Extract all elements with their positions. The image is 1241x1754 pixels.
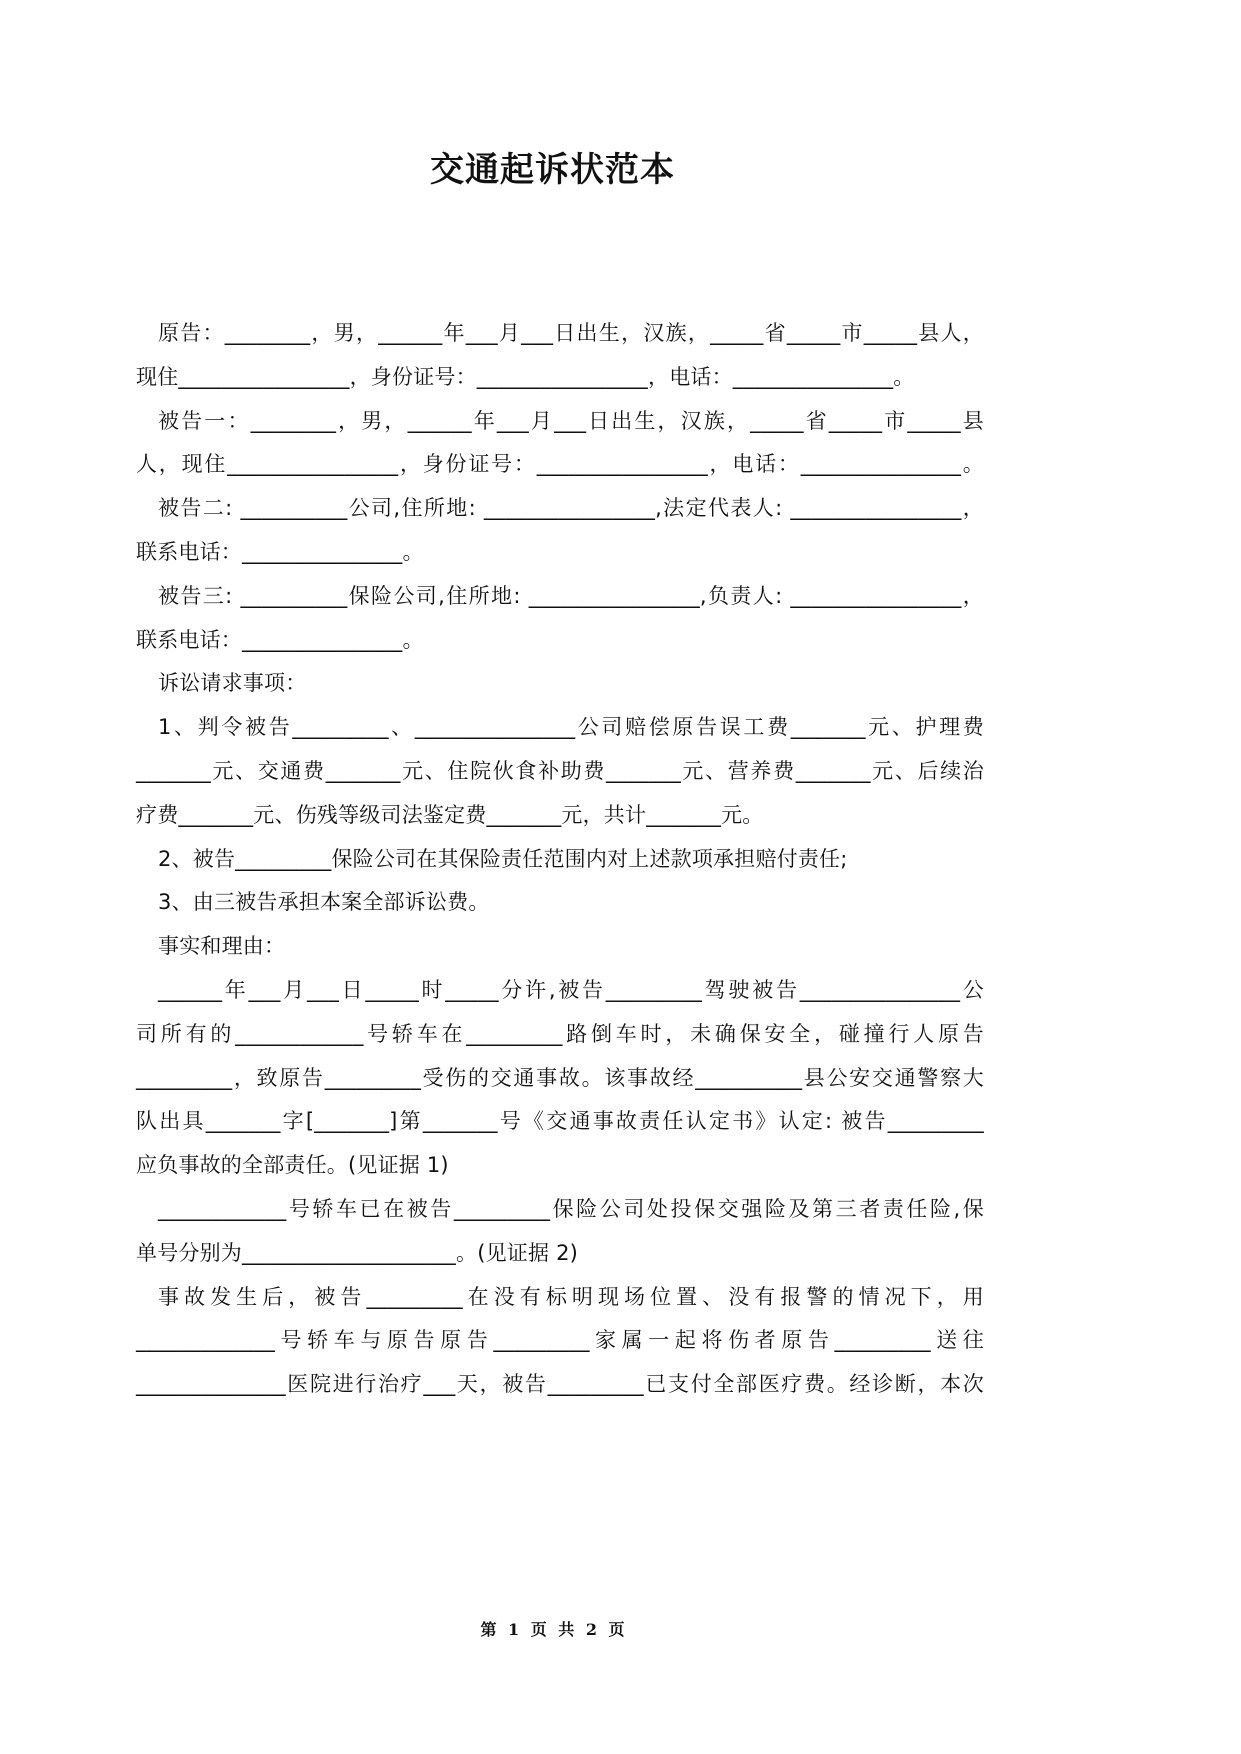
claim-3: 3、由三被告承担本案全部诉讼费。 (158, 890, 490, 915)
facts-line-2: 司所有的____________号轿车在_________路倒车时，未确保安全，碰撞行人原告 (136, 1021, 984, 1046)
plaintiff-line-1: 原告：________，男，______年___月___日出生，汉族，_____省_____市_____县人， (158, 321, 984, 345)
defendant-3-line-1: 被告三: __________保险公司,住所地: ________________,负责人: ________________， (158, 583, 984, 608)
insurance-line-1: ____________号轿车已在被告_________保险公司处投保交强险及第三者责任险,保 (158, 1196, 984, 1221)
claim-2: 2、被告_________保险公司在其保险责任范围内对上述款项承担赔付责任; (158, 846, 848, 871)
document-title: 交通起诉状范本 (430, 150, 675, 190)
facts-heading: 事实和理由： (158, 934, 286, 959)
claim-1-line-1: 1、判令被告_________、_______________公司赔偿原告误工费_______元、护理费 (158, 715, 984, 740)
document-body (136, 312, 984, 1407)
defendant-2-line-1: 被告二: __________公司,住所地: ________________,法定代表人: ________________， (158, 496, 984, 521)
facts-line-5: 应负事故的全部责任。(见证据 1) (136, 1153, 449, 1178)
facts-line-1: ______年___月___日_____时_____分许,被告_________驾驶被告_______________公 (158, 977, 984, 1002)
facts-line-4: 队出具_______字[_______]第_______号《交通事故责任认定书》认定: 被告_________ (136, 1109, 984, 1134)
defendant-2-line-2: 联系电话：_______________。 (136, 539, 424, 564)
claims-heading: 诉讼请求事项： (158, 671, 307, 696)
plaintiff-line-2: 现住________________，身份证号：________________，电话：_______________。 (136, 364, 915, 389)
claim-1-line-2: _______元、交通费_______元、住院伙食补助费_______元、营养费_______元、后续治 (136, 758, 984, 783)
defendant-1-line-2: 人，现住________________，身份证号：________________，电话：_______________。 (136, 452, 984, 477)
after-accident-line-3: ______________医院进行治疗___天，被告_________已支付全部医疗费。经诊断，本次 (136, 1372, 984, 1397)
insurance-line-2: 单号分别为____________________。(见证据 2) (136, 1240, 579, 1265)
defendant-3-line-2: 联系电话：_______________。 (136, 627, 424, 652)
facts-line-3: _________，致原告_________受伤的交通事故。该事故经__________县公安交通警察大 (136, 1065, 984, 1090)
defendant-1-line-1: 被告一：________，男，______年___月___日出生，汉族，_____省_____市_____县 (158, 408, 984, 433)
claim-1-line-3: 疗费_______元、伤残等级司法鉴定费_______元，共计_______元。 (136, 802, 764, 827)
page-number-footer: 第 1 页 共 2 页 (480, 1620, 625, 1639)
after-accident-line-1: 事故发生后，被告_________在没有标明现场位置、没有报警的情况下，用 (158, 1284, 984, 1309)
after-accident-line-2: _____________号轿车与原告原告_________家属一起将伤者原告_________送往 (136, 1328, 984, 1353)
